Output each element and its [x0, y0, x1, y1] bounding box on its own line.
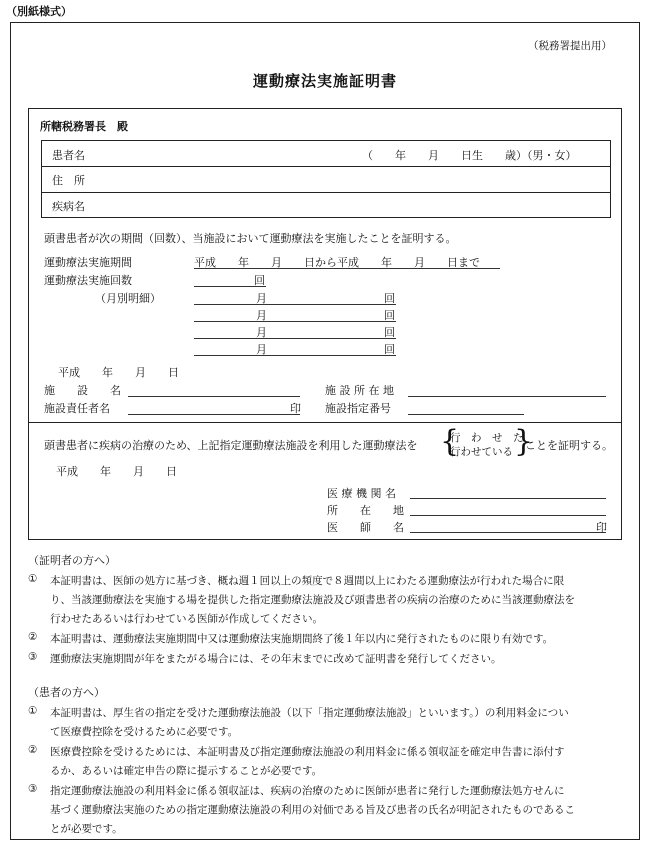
period-label: 運動療法実施期間 — [44, 256, 132, 269]
patient-notes-heading: （患者の方へ） — [28, 686, 105, 699]
birth-date-field: （ 年 月 日生 歳）（男・女） — [362, 149, 577, 162]
institution-name-underline — [410, 498, 606, 499]
month-unit: 月 — [256, 343, 267, 356]
certifier-note-1-line-3: 行わせたあるいは行わせている医師が作成してください。 — [50, 613, 323, 625]
facility-manager-underline — [128, 414, 300, 415]
addressee: 所轄税務署長 殿 — [40, 120, 128, 133]
month-unit: 月 — [256, 309, 267, 322]
certifier-note-3: 運動療法実施期間が年をまたがる場合には、その年末までに改めて証明書を発行してください。 — [50, 653, 502, 665]
form-tag: （別紙様式） — [6, 5, 72, 18]
times-unit: 回 — [384, 309, 395, 322]
monthly-underline — [194, 304, 396, 305]
option-performing: 行わせている — [450, 446, 513, 458]
facility-date: 平成 年 月 日 — [58, 366, 179, 379]
left-brace: { — [440, 424, 460, 459]
count-underline — [194, 286, 266, 287]
patient-note-3-line-2: 基づく運動療法実施のための指定運動療法施設の利用の対価である旨及び患者の氏名が明記されたものであるこ — [50, 804, 575, 816]
certify-statement: 頭書患者が次の期間（回数）、当施設において運動療法を実施したことを証明する。 — [44, 232, 457, 245]
patient-address-label: 住 所 — [52, 174, 85, 187]
divider — [41, 192, 611, 193]
disease-name-label: 疾病名 — [52, 200, 85, 213]
patient-note-1-line-2: て医療費控除を受けるために必要です。 — [50, 726, 239, 738]
certifier-note-1-line-2: り、当該運動療法を実施する場を提供した指定運動療法施設及び頭書患者の疾病の治療のために当該運動療法を — [50, 594, 575, 606]
monthly-detail-label: （月別明細） — [95, 292, 161, 305]
right-brace: } — [514, 424, 534, 459]
note-marker: ① — [28, 705, 38, 717]
patient-note-2-line-2: るか、あるいは確定申告の際に提示することが必要です。 — [50, 765, 323, 777]
facility-location-underline — [408, 396, 606, 397]
facility-name-underline — [128, 396, 300, 397]
times-unit: 回 — [384, 343, 395, 356]
patient-note-2-line-1: 医療費控除を受けるためには、本証明書及び指定運動療法施設の利用料金に係る領収証を確定申告書に添付す — [50, 746, 565, 758]
facility-manager-label: 施設責任者名 — [44, 402, 110, 415]
facility-seal: 印 — [290, 402, 301, 415]
institution-name-label: 医 療 機 関 名 — [327, 487, 396, 500]
document-title: 運動療法実施証明書 — [252, 72, 397, 90]
period-value: 平成 年 月 日から平成 年 月 日まで — [194, 256, 480, 269]
doctor-name-underline — [410, 532, 606, 533]
patient-note-3-line-1: 指定運動療法施設の利用料金に係る領収証は、疾病の治療のために医師が患者に発行した運動療法処方せんに — [50, 785, 565, 797]
count-unit: 回 — [254, 274, 265, 287]
note-marker: ② — [28, 631, 38, 643]
month-unit: 月 — [256, 326, 267, 339]
monthly-underline — [194, 321, 396, 322]
submit-to-label: （税務署提出用） — [528, 40, 612, 52]
note-marker: ② — [28, 744, 38, 756]
treatment-date: 平成 年 月 日 — [56, 465, 177, 478]
facility-location-label: 施 設 所 在 地 — [325, 384, 394, 397]
section-divider — [29, 422, 621, 423]
facility-designation-underline — [408, 414, 524, 415]
certifier-note-1-line-1: 本証明書は、医師の処方に基づき、概ね週１回以上の頻度で８週間以上にわたる運動療法が行われた場合に限 — [50, 575, 565, 587]
period-underline — [194, 268, 500, 269]
note-marker: ③ — [28, 783, 38, 795]
doctor-name-label: 医 師 名 — [327, 521, 404, 534]
facility-name-label: 施 設 名 — [44, 384, 121, 397]
option-performed: 行 わ せ た — [450, 432, 524, 444]
monthly-underline — [194, 338, 396, 339]
times-unit: 回 — [384, 326, 395, 339]
monthly-underline — [194, 355, 396, 356]
patient-note-3-line-3: とが必要です。 — [50, 823, 123, 835]
count-label: 運動療法実施回数 — [44, 274, 132, 287]
patient-note-1-line-1: 本証明書は、厚生省の指定を受けた運動療法施設（以下「指定運動療法施設」といいます。）の利用料金につい — [50, 707, 569, 719]
institution-location-underline — [410, 515, 606, 516]
certifier-note-2: 本証明書は、運動療法実施期間中又は運動療法実施期間終了後１年以内に発行されたものに限り有効です。 — [50, 633, 554, 645]
note-marker: ③ — [28, 651, 38, 663]
patient-name-label: 患者名 — [52, 149, 85, 162]
note-marker: ① — [28, 573, 38, 585]
doctor-seal: 印 — [596, 521, 607, 534]
treatment-statement-before: 頭書患者に疾病の治療のため、上記指定運動療法施設を利用した運動療法を — [44, 439, 418, 452]
institution-location-label: 所 在 地 — [327, 504, 404, 517]
facility-designation-label: 施設指定番号 — [325, 402, 391, 415]
month-unit: 月 — [256, 292, 267, 305]
times-unit: 回 — [384, 292, 395, 305]
certifier-notes-heading: （証明者の方へ） — [28, 554, 116, 567]
divider — [41, 166, 611, 167]
treatment-statement-after: ことを証明する。 — [525, 439, 613, 452]
